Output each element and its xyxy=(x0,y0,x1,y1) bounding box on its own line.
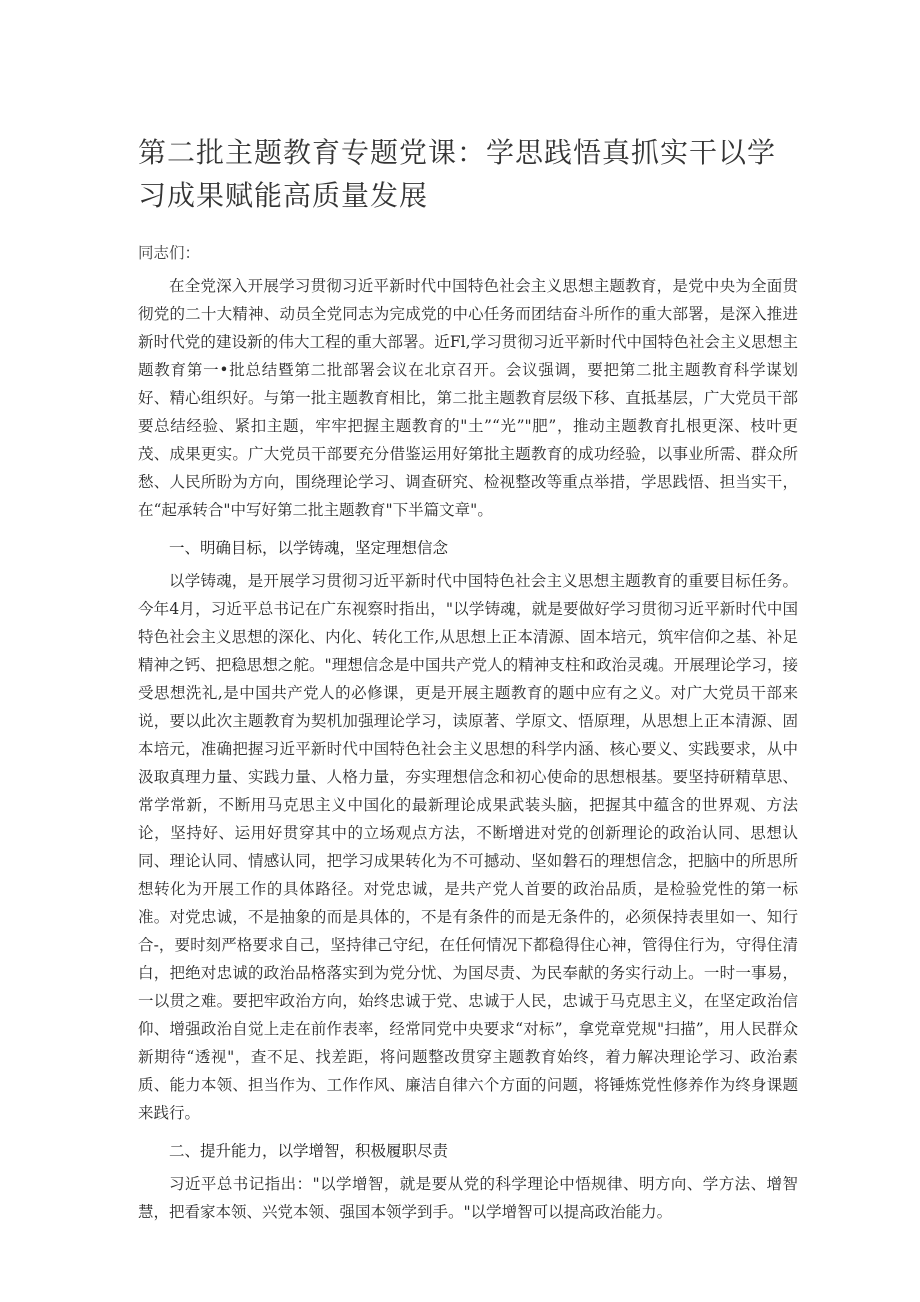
section-2-paragraph: 习近平总书记指出："以学增智，就是要从党的科学理论中悟规律、明方向、学方法、增智慧，把看家本领、兴党本领、强国本领学到手。"以学增智可以提高政治能力。 xyxy=(138,1175,798,1221)
document-body xyxy=(138,131,798,1226)
section-heading-2: 二、提升能力，以学增智，积极履职尽责 xyxy=(169,1142,449,1160)
intro-paragraph: 在全党深入开展学习贯彻习近平新时代中国特色社会主义思想主题教育，是党中央为全面贯彻党的二十大精神、动员全党同志为完成党的中心任务而团结奋斗所作的重大部署，是深入推进新时代党的建设新的伟大工程的重大部署。近Fl,学习贯彻习近平新时代中国特色社会主义思想主题教育第一•批总结暨第二批部署会议在北京召开。会议强调，要把第二批主题教育科学谋划好、精心组织好。与第一批主题教育相比，第二批主题教育层级下移、直抵基层，广大党员干部要总结经验、紧扣主题，牢牢把握主题教育的"土”“光”"肥”，推动主题教育扎根更深、枝叶更茂、成果更实。广大党员干部要充分借鉴运用好第批主题教育的成功经验，以事业所需、群众所愁、人民所盼为方向，围绕理论学习、调查研究、检视整改等重点举措，学思践悟、担当实干，在“起承转合"中写好第二批主题教育"下半篇文章"。 xyxy=(138,277,798,519)
salutation: 同志们： xyxy=(138,244,201,262)
section-1-paragraph: 以学铸魂，是开展学习贯彻习近平新时代中国特色社会主义思想主题教育的重要目标任务。今年4月，习近平总书记在广东视察时指出，"以学铸魂，就是要做好学习贯彻习近平新时代中国特色社会主义思想的深化、内化、转化工作,从思想上正本清源、固本培元，筑牢信仰之基、补足精神之钙、把稳思想之舵。"理想信念是中国共产党人的精神支柱和政治灵魂。开展理论学习，接受思想洗礼,是中国共产党人的必修课，更是开展主题教育的题中应有之义。对广大党员干部来说，要以此次主题教育为契机加强理论学习，读原著、学原文、悟原理，从思想上正本清源、固本培元，准确把握习近平新时代中国特色社会主义思想的科学内涵、核心要义、实践要求，从中汲取真理力量、实践力量、人格力量，夯实理想信念和初心使命的思想根基。要坚持研精草思、常学常新，不断用马克思主义中国化的最新理论成果武装头脑，把握其中蕴含的世界观、方法论，坚持好、运用好贯穿其中的立场观点方法，不断增进对党的创新理论的政治认同、思想认同、理论认同、情感认同，把学习成果转化为不可撼动、坚如磐石的理想信念，把脑中的所思所想转化为开展工作的具体路径。对党忠诚，是共产党人首要的政治品质，是检验党性的第一标准。对党忠诚，不是抽象的而是具体的，不是有条件的而是无条件的，必须保持表里如一、知行合-，要时刻严格要求自己，坚持律己守纪，在任何情况下都稳得住心神，管得住行为，守得住清白，把绝对忠诚的政治品格落实到为党分忧、为国尽责、为民奉献的务实行动上。一时一事易，一以贯之难。要把牢政治方向，始终忠诚于党、忠诚于人民，忠诚于马克思主义，在坚定政治信仰、增强政治自觉上走在前作表率，经常同党中央要求“对标”，拿党章党规"扫描”，用人民群众新期待“透视"，查不足、找差距，将问题整改贯穿主题教育始终，着力解决理论学习、政治素质、能力本领、担当作为、工作作风、廉洁自律六个方面的问题，将锤炼党性修养作为终身课题来践行。 xyxy=(138,572,798,1122)
section-heading-1: 一、明确目标，以学铸魂，坚定理想信念 xyxy=(169,539,449,557)
document-title: 第二批主题教育专题党课：学思践悟真抓实干以学习成果赋能高质量发展 xyxy=(138,136,777,212)
